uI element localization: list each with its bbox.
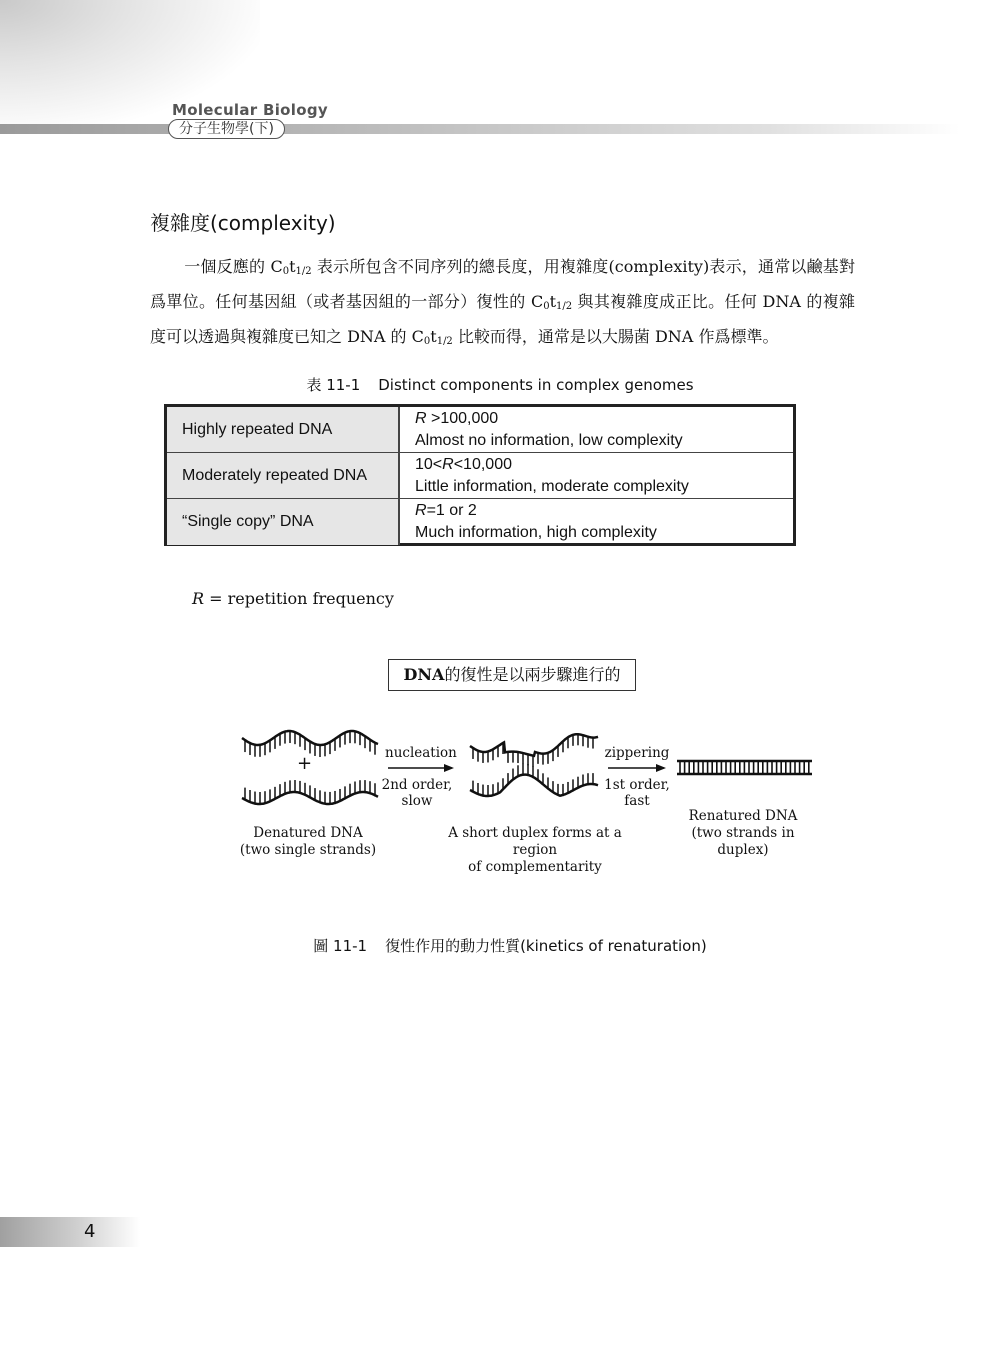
component-detail: R=1 or 2 Much information, high complexity: [415, 502, 657, 541]
component-detail: R >100,000 Almost no information, low complexity: [415, 409, 683, 449]
renaturation-diagram: [230, 718, 830, 818]
table-row: [167, 407, 793, 453]
diagram-title-box: DNA的復性是以兩步驟進行的: [388, 659, 636, 691]
page-number: 4: [84, 1221, 96, 1242]
partial-duplex-bottom: [470, 775, 598, 796]
repetition-frequency-note: R = repetition frequency: [192, 589, 394, 608]
figure-caption: 圖 11-1 復性作用的動力性質(kinetics of renaturation): [313, 937, 707, 955]
table-row: [167, 499, 793, 545]
table-row: [167, 453, 793, 499]
table-caption: 表 11-1 Distinct components in complex genomes: [306, 376, 694, 394]
strand-bases: [245, 780, 375, 804]
nucleation-label: nucleation: [385, 745, 457, 761]
arrow-head: [656, 764, 666, 772]
component-name: Moderately repeated DNA: [167, 453, 400, 498]
genome-components-table: [164, 404, 796, 546]
component-name: Highly repeated DNA: [167, 407, 400, 452]
zippering-label: zippering: [604, 745, 670, 761]
book-title-english: Molecular Biology: [172, 101, 328, 119]
component-name: “Single copy” DNA: [167, 499, 400, 545]
footer-tab: [0, 1217, 140, 1247]
zippering-kinetics: 1st order, fast: [604, 777, 670, 809]
nucleation-kinetics: 2nd order, slow: [381, 777, 453, 809]
arrow-head: [444, 764, 454, 772]
short-duplex-label: A short duplex forms at a region of complementarity: [448, 825, 622, 875]
duplex-base-pairs: [680, 761, 809, 774]
section-heading: 複雜度(complexity): [150, 211, 336, 235]
renatured-dna-label: Renatured DNA (two strands in duplex): [688, 808, 798, 858]
partial-duplex-top: [470, 734, 598, 756]
book-title-chinese: 分子生物學(下): [168, 119, 285, 139]
strand-bases: [473, 764, 593, 796]
component-detail: 10<R<10,000 Little information, moderate complexity: [415, 455, 689, 495]
body-paragraph: 一個反應的 $C_0t_{1/2}$ 表示所包含不同序列的總長度，用複雜度(complexity)表示，通常以鹼基對爲單位。任何基因組（或者基因組的一部分）復性的 $C_0t_{1/2}$ 與其複雜度成正比。任何 DNA 的複雜度可以透過與複雜度已知之 DNA 的 $C_0t_{1/2}$ 比較而得，通常是以大腸菌 DNA 作爲標準。: [150, 257, 855, 347]
header-rule: [0, 124, 960, 134]
plus-sign: +: [297, 753, 313, 774]
denatured-dna-label: Denatured DNA (two single strands): [239, 825, 377, 858]
